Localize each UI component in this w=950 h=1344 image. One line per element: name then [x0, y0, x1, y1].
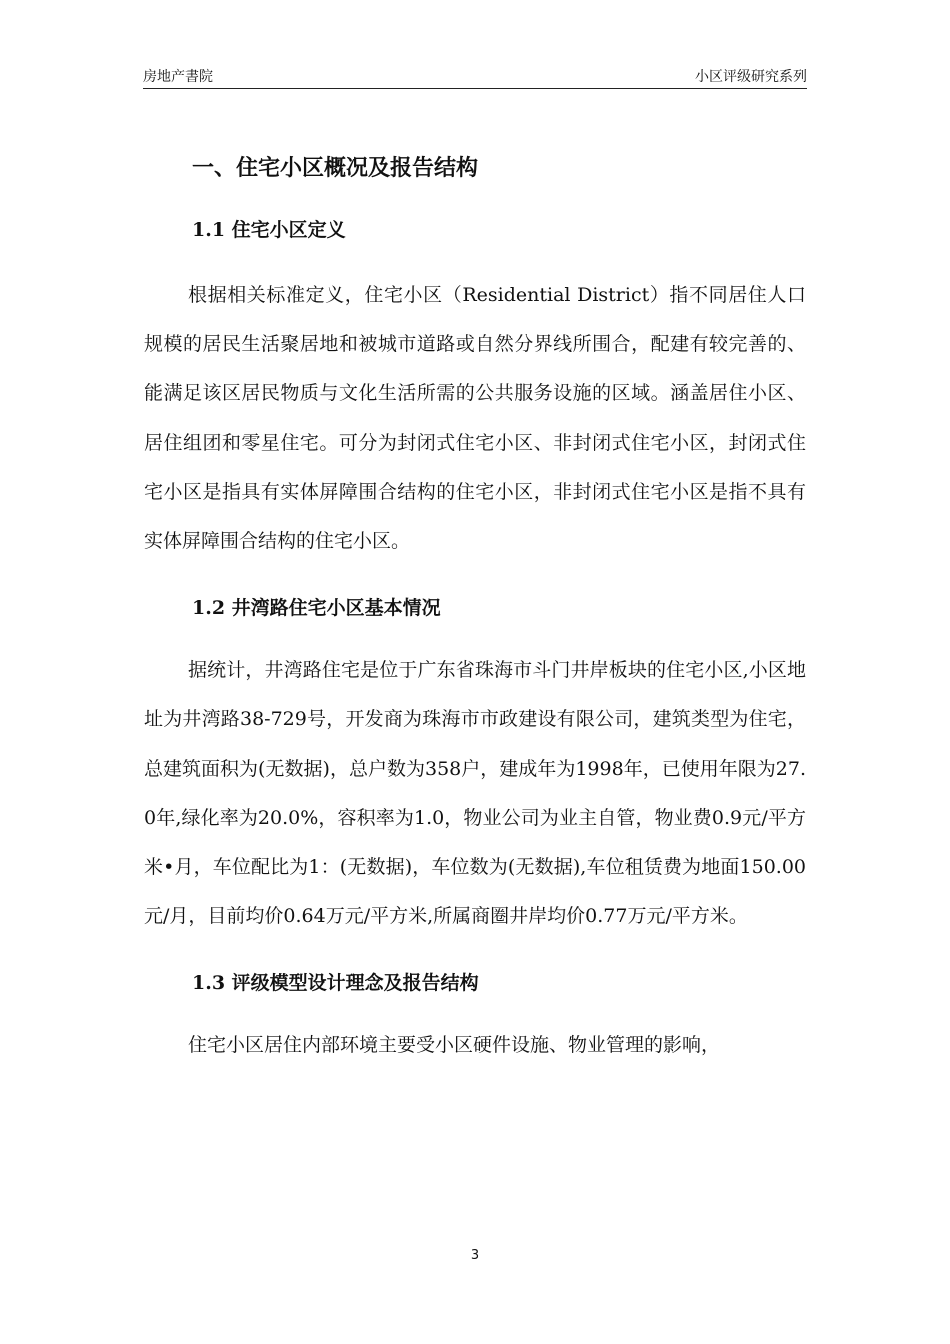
- document-body: [144, 140, 806, 1071]
- section-heading-1-3: 1.3 评级模型设计理念及报告结构: [192, 972, 479, 995]
- section-paragraph-1-3: 住宅小区居住内部环境主要受小区硬件设施、物业管理的影响，: [188, 1034, 721, 1057]
- section-paragraph-1-1: 根据相关标准定义，住宅小区（Residential District）指不同居住人口规模的居民生活聚居地和被城市道路或自然分界线所围合，配建有较完善的、能满足该区居民物质与文化生活所需的公共服务设施的区域。涵盖居住小区、居住组团和零星住宅。可分为封闭式住宅小区、非封闭式住宅小区，封闭式住宅小区是指具有实体屏障围合结构的住宅小区，非封闭式住宅小区是指不具有实体屏障围合结构的住宅小区。: [144, 284, 806, 553]
- header-series-title: 小区评级研究系列: [695, 69, 807, 85]
- section-heading-1-1: 1.1 住宅小区定义: [192, 219, 346, 241]
- page-header: [143, 66, 807, 89]
- chapter-heading: 一、住宅小区概况及报告结构: [192, 155, 479, 181]
- header-publisher: 房地产書院: [143, 69, 213, 85]
- section-paragraph-1-2: 据统计，井湾路住宅是位于广东省珠海市斗门井岸板块的住宅小区,小区地址为井湾路38-729号，开发商为珠海市市政建设有限公司，建筑类型为住宅，总建筑面积为(无数据)，总户数为358户，建成年为1998年，已使用年限为27.0年,绿化率为20.0%，容积率为1.0，物业公司为业主自管，物业费0.9元/平方米•月，车位配比为1：(无数据)，车位数为(无数据),车位租赁费为地面150.00元/月，目前均价0.64万元/平方米,所属商圈井岸均价0.77万元/平方米。: [144, 659, 806, 928]
- section-heading-1-2: 1.2 井湾路住宅小区基本情况: [192, 597, 441, 620]
- page-number: 3: [470, 1248, 480, 1263]
